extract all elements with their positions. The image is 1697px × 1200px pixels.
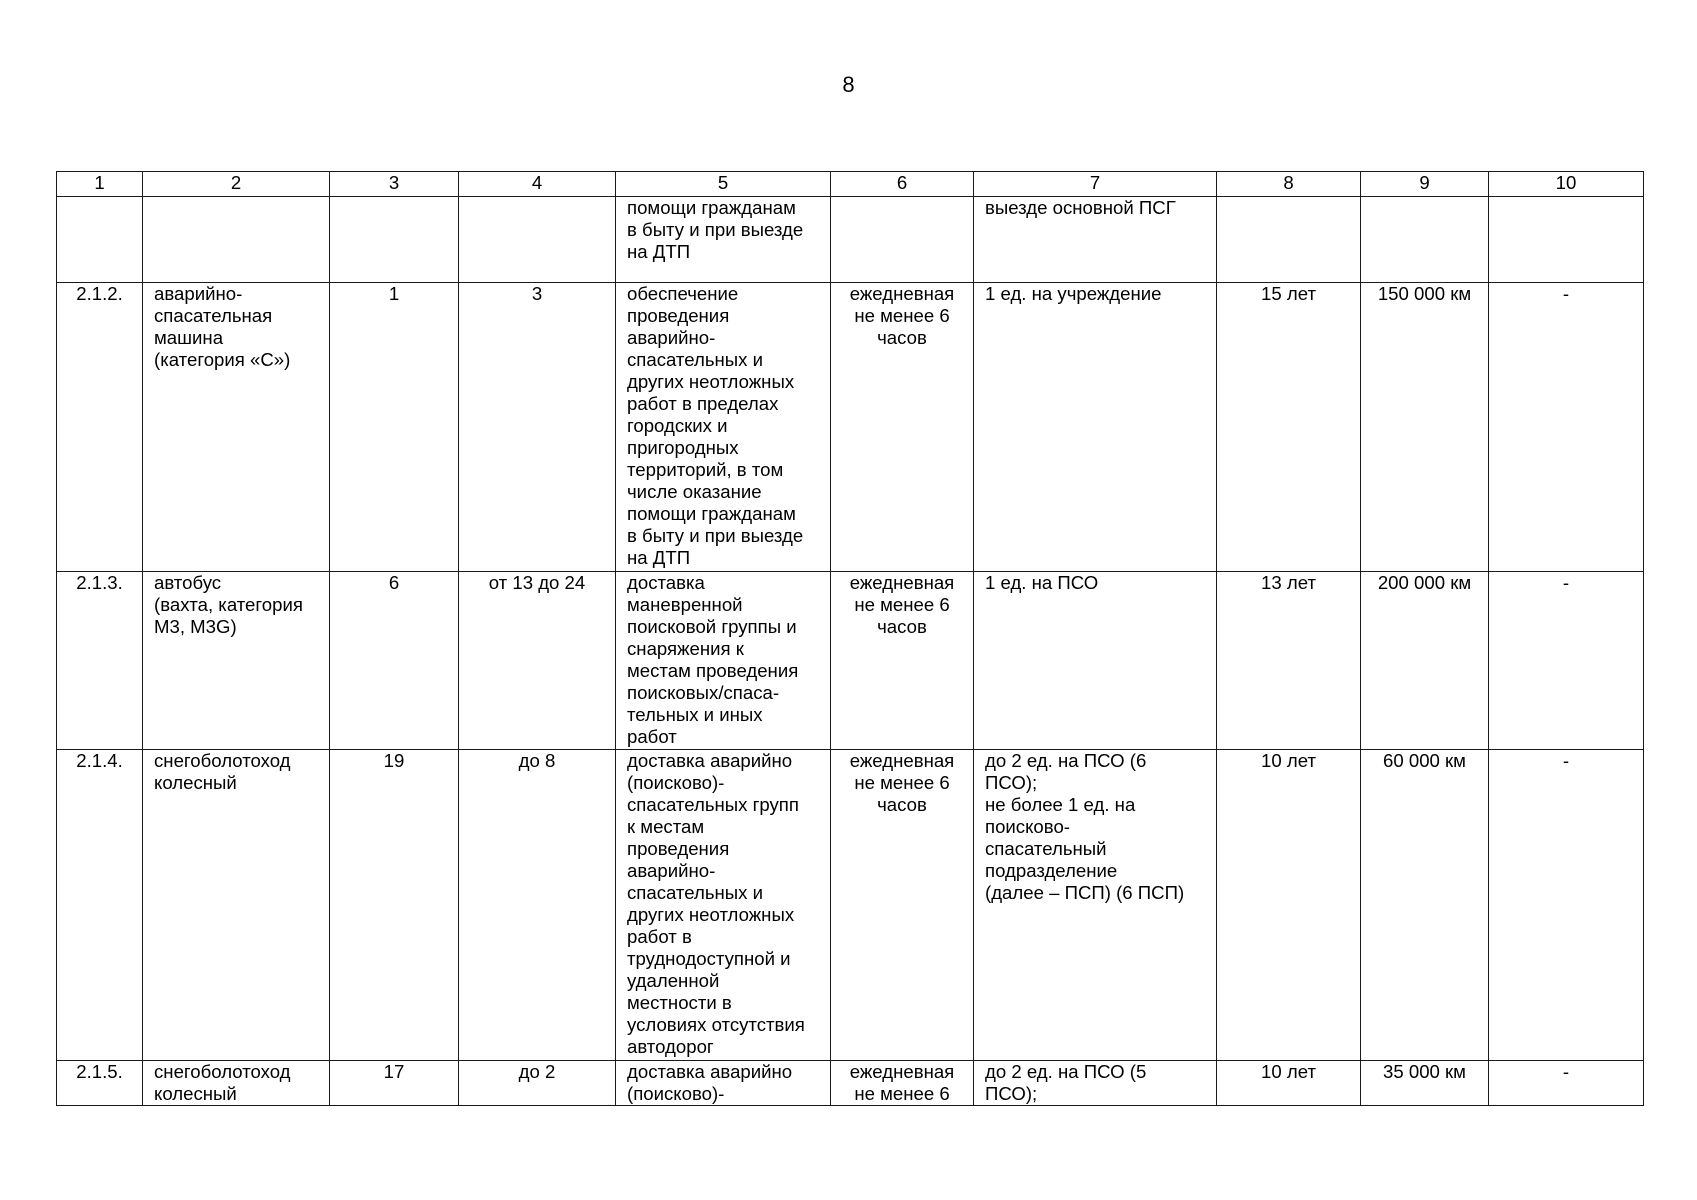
cell-text-line: (категория «С»)	[154, 349, 291, 370]
table-cell-col-6	[831, 283, 974, 572]
table-cell-col-3	[330, 572, 459, 750]
cell-text: 10 лет	[1261, 1061, 1316, 1082]
cell-text-line: пригородных	[627, 437, 739, 458]
table-cell-col-6	[831, 572, 974, 750]
cell-text-line: колесный	[154, 772, 237, 793]
cell-text-line: ПСО);	[985, 772, 1038, 793]
cell-text-line: машина	[154, 327, 224, 348]
cell-text-line: выезде основной ПСГ	[985, 197, 1176, 218]
table-cell-col-6	[831, 750, 974, 1061]
page-number: 8	[842, 72, 855, 97]
table-cell-col-4	[459, 1061, 616, 1106]
cell-text: от 13 до 24	[488, 572, 586, 593]
cell-text-line: спасательных и	[627, 349, 763, 370]
table-cell-col-10	[1489, 750, 1644, 1061]
table-cell-col-2	[143, 197, 330, 283]
cell-text-line: аварийно-	[627, 327, 716, 348]
table-cell-col-10	[1489, 1061, 1644, 1106]
cell-text-line: труднодоступной и	[627, 948, 791, 969]
table-cell-col-3	[330, 750, 459, 1061]
cell-text: до 2	[518, 1061, 556, 1082]
cell-text-line: других неотложных	[627, 904, 795, 925]
table-row	[57, 750, 1644, 1061]
table-cell-col-10	[1489, 197, 1644, 283]
table-cell-col-7	[974, 283, 1217, 572]
table-cell-col-8	[1217, 283, 1361, 572]
cell-text: 13 лет	[1261, 572, 1316, 593]
cell-text-line: удаленной	[627, 970, 720, 991]
cell-text-line: подразделение	[985, 860, 1118, 881]
cell-text-line: городских и	[627, 415, 728, 436]
cell-text-line: маневренной	[627, 594, 743, 615]
column-header-4: 4	[459, 172, 616, 197]
cell-text-line: снегоболотоход	[154, 750, 291, 771]
cell-text-line: ежедневная	[849, 572, 955, 593]
table-cell-col-3	[330, 197, 459, 283]
cell-text: до 8	[518, 750, 556, 771]
cell-text: -	[1562, 750, 1570, 771]
cell-text-line: тельных и иных	[627, 704, 763, 725]
table-cell-col-8	[1217, 197, 1361, 283]
cell-text-line: помощи гражданам	[627, 197, 796, 218]
cell-text-line: (далее – ПСП) (6 ПСП)	[985, 882, 1185, 903]
column-header-1: 1	[57, 172, 143, 197]
cell-text-line: не менее 6	[854, 1083, 950, 1104]
table-cell-col-7	[974, 1061, 1217, 1106]
table-cell-col-10	[1489, 572, 1644, 750]
table-cell-col-8	[1217, 1061, 1361, 1106]
cell-text-line: аварийно-	[154, 283, 243, 304]
cell-text-line: территорий, в том	[627, 459, 784, 480]
cell-text-line: снаряжения к	[627, 638, 744, 659]
table-row	[57, 572, 1644, 750]
table-cell-col-9	[1361, 750, 1489, 1061]
cell-text-line: часов	[877, 794, 927, 815]
cell-text: 6	[388, 572, 400, 593]
cell-text-line: проведения	[627, 838, 730, 859]
cell-text: 60 000 км	[1383, 750, 1466, 771]
table-cell-col-2	[143, 1061, 330, 1106]
cell-text-line: 1 ед. на ПСО	[985, 572, 1099, 593]
cell-text-line: 1 ед. на учреждение	[985, 283, 1162, 304]
table-cell-col-8	[1217, 572, 1361, 750]
cell-text-line: к местам	[627, 816, 705, 837]
cell-text-line: М3, М3G)	[154, 616, 237, 637]
cell-text-line: ежедневная	[849, 1061, 955, 1082]
cell-text-line: автодорог	[627, 1036, 714, 1057]
cell-text-line: автобус	[154, 572, 222, 593]
cell-text-line: обеспечение	[627, 283, 739, 304]
table-cell-col-5	[616, 283, 831, 572]
cell-text-line: проведения	[627, 305, 730, 326]
cell-text-line: спасательных групп	[627, 794, 799, 815]
cell-text-line: на ДТП	[627, 547, 691, 568]
table-cell-col-4	[459, 283, 616, 572]
cell-text-line: числе оказание	[627, 481, 762, 502]
table-cell-col-3	[330, 283, 459, 572]
cell-text-line: 2.1.5.	[76, 1061, 123, 1082]
table-cell-col-6	[831, 1061, 974, 1106]
cell-text-line: в быту и при выезде	[627, 219, 804, 240]
cell-text-line: поисковой группы и	[627, 616, 797, 637]
cell-text: -	[1562, 572, 1570, 593]
table-cell-col-5	[616, 750, 831, 1061]
table-cell-col-7	[974, 197, 1217, 283]
table-cell-col-3	[330, 1061, 459, 1106]
cell-text-line: местности в	[627, 992, 732, 1013]
cell-text-line: до 2 ед. на ПСО (5	[985, 1061, 1147, 1082]
column-header-6: 6	[831, 172, 974, 197]
cell-text-line: в быту и при выезде	[627, 525, 804, 546]
cell-text-line: не менее 6	[854, 594, 950, 615]
cell-text: -	[1562, 283, 1570, 304]
cell-text-line: часов	[877, 327, 927, 348]
cell-text: 10 лет	[1261, 750, 1316, 771]
cell-text-line: ежедневная	[849, 283, 955, 304]
equipment-table	[56, 171, 1644, 1106]
table-cell-col-4	[459, 750, 616, 1061]
column-header-9: 9	[1361, 172, 1489, 197]
cell-text: 35 000 км	[1383, 1061, 1466, 1082]
cell-text-line: 2.1.4.	[76, 750, 123, 771]
cell-text: -	[1562, 1061, 1570, 1082]
cell-text-line: помощи гражданам	[627, 503, 796, 524]
cell-text-line: доставка аварийно	[627, 1061, 793, 1082]
cell-text: 17	[383, 1061, 405, 1082]
cell-text-line: спасательный	[985, 838, 1107, 859]
cell-text-line: работ в	[627, 926, 692, 947]
table-row	[57, 1061, 1644, 1106]
cell-text-line: (поисково)-	[627, 772, 725, 793]
cell-text-line: работ	[627, 726, 677, 747]
table-cell-col-8	[1217, 750, 1361, 1061]
cell-text-line: спасательная	[154, 305, 273, 326]
cell-text-line: колесный	[154, 1083, 237, 1104]
cell-text: 19	[383, 750, 405, 771]
table-cell-col-6	[831, 197, 974, 283]
header-row	[57, 172, 1644, 197]
table-row	[57, 283, 1644, 572]
cell-text: 200 000 км	[1377, 572, 1472, 593]
table-cell-col-2	[143, 283, 330, 572]
cell-text-line: ПСО);	[985, 1083, 1038, 1104]
table-cell-col-1	[57, 197, 143, 283]
cell-text-line: доставка аварийно	[627, 750, 793, 771]
table-cell-col-5	[616, 1061, 831, 1106]
table-cell-col-2	[143, 750, 330, 1061]
table-cell-col-4	[459, 572, 616, 750]
cell-text-line: 2.1.3.	[76, 572, 123, 593]
cell-text: 3	[531, 283, 543, 304]
table-cell-col-7	[974, 572, 1217, 750]
table-cell-col-1	[57, 750, 143, 1061]
cell-text-line: не менее 6	[854, 772, 950, 793]
cell-text-line: не более 1 ед. на	[985, 794, 1136, 815]
cell-text-line: 2.1.2.	[76, 283, 123, 304]
table-cell-col-9	[1361, 572, 1489, 750]
cell-text-line: условиях отсутствия	[627, 1014, 805, 1035]
column-header-8: 8	[1217, 172, 1361, 197]
table-cell-col-7	[974, 750, 1217, 1061]
column-header-5: 5	[616, 172, 831, 197]
cell-text-line: (вахта, категория	[154, 594, 303, 615]
table-row	[57, 197, 1644, 283]
cell-text: 15 лет	[1261, 283, 1316, 304]
table-cell-col-2	[143, 572, 330, 750]
cell-text-line: других неотложных	[627, 371, 795, 392]
table-cell-col-9	[1361, 283, 1489, 572]
cell-text-line: не менее 6	[854, 305, 950, 326]
cell-text-line: поисково-	[985, 816, 1070, 837]
cell-text-line: ежедневная	[849, 750, 955, 771]
cell-text-line: аварийно-	[627, 860, 716, 881]
table-cell-col-1	[57, 572, 143, 750]
table-cell-col-1	[57, 283, 143, 572]
cell-text-line: спасательных и	[627, 882, 763, 903]
column-header-3: 3	[330, 172, 459, 197]
cell-text-line: на ДТП	[627, 241, 691, 262]
cell-text-line: до 2 ед. на ПСО (6	[985, 750, 1147, 771]
table-cell-col-10	[1489, 283, 1644, 572]
cell-text: 150 000 км	[1377, 283, 1472, 304]
column-header-7: 7	[974, 172, 1217, 197]
cell-text-line: (поисково)-	[627, 1083, 725, 1104]
table-cell-col-9	[1361, 197, 1489, 283]
cell-text-line: местам проведения	[627, 660, 799, 681]
table-cell-col-1	[57, 1061, 143, 1106]
cell-text-line: поисковых/спаса-	[627, 682, 780, 703]
cell-text: 1	[388, 283, 400, 304]
table-cell-col-5	[616, 572, 831, 750]
cell-text-line: часов	[877, 616, 927, 637]
cell-text-line: работ в пределах	[627, 393, 779, 414]
cell-text-line: снегоболотоход	[154, 1061, 291, 1082]
table-cell-col-4	[459, 197, 616, 283]
column-header-2: 2	[143, 172, 330, 197]
table-cell-col-9	[1361, 1061, 1489, 1106]
cell-text-line: доставка	[627, 572, 705, 593]
table-cell-col-5	[616, 197, 831, 283]
column-header-10: 10	[1489, 172, 1644, 197]
